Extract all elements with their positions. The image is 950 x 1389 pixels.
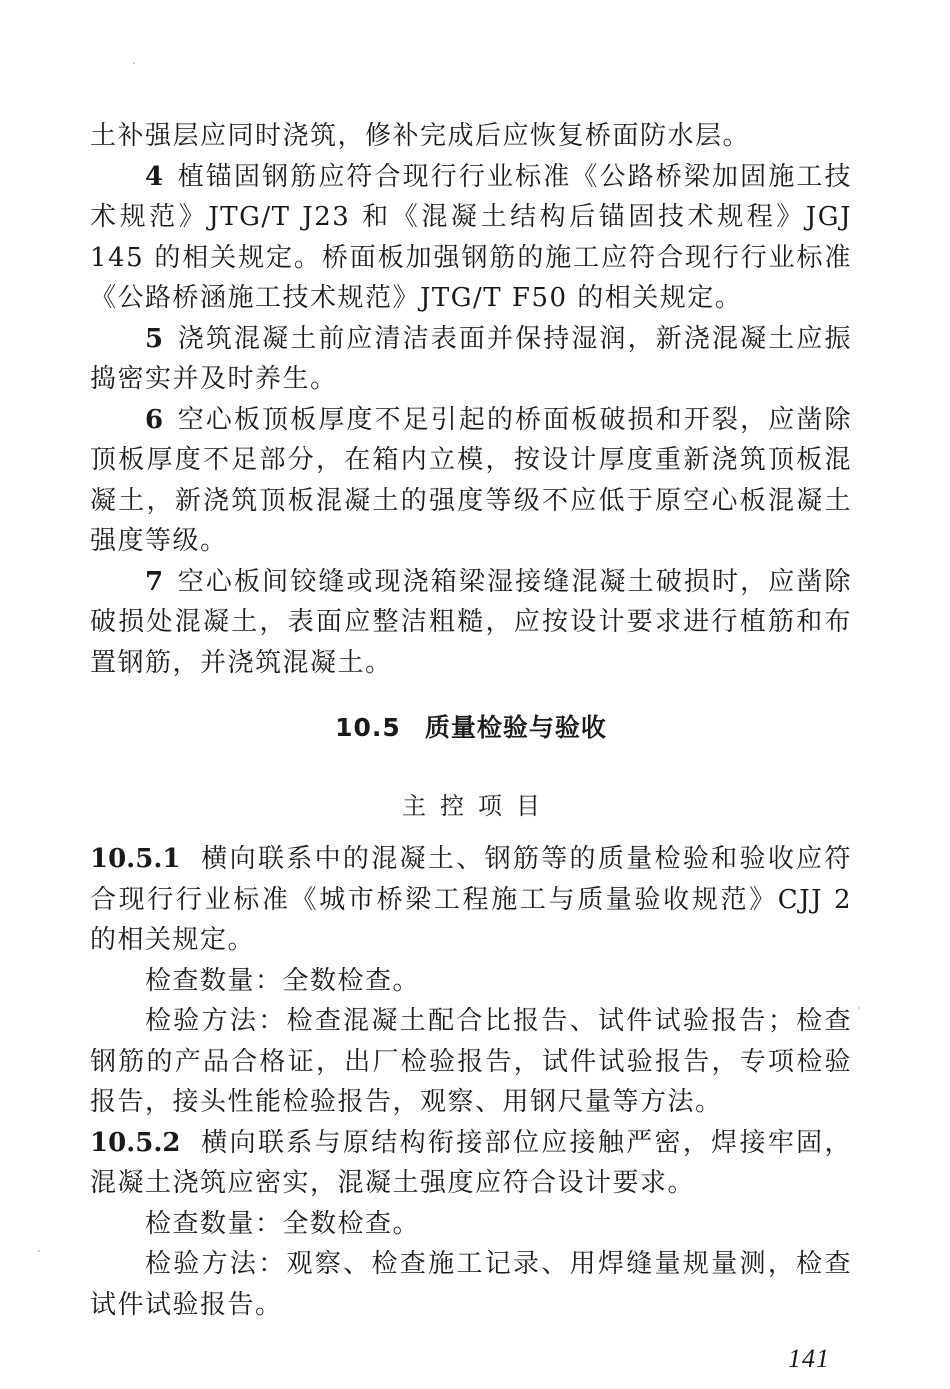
section-heading (90, 706, 852, 750)
method-text: 检验方法：检查混凝土配合比报告、试件试验报告；检查钢筋的产品合格证，出厂检验报告，试件试验报告，专项检验报告，接头性能检验报告，观察、用钢尺量等方法。 (90, 1006, 852, 1117)
scan-speck (858, 1007, 860, 1009)
section-number: 10.5 (335, 713, 401, 742)
inspection-method (90, 1001, 852, 1123)
paragraph-continuation (90, 116, 852, 157)
item-number: 7 (145, 566, 164, 597)
page-number: 141 (788, 1344, 830, 1373)
list-item-7 (90, 562, 852, 684)
body-text (90, 116, 852, 1325)
method-text: 检验方法：观察、检查施工记录、用焊缝量规量测，检查试件试验报告。 (90, 1249, 852, 1320)
clause-10-5-2 (90, 1123, 852, 1204)
inspection-method (90, 1244, 852, 1325)
quantity-text: 检查数量：全数检查。 (145, 965, 421, 996)
scan-speck (38, 1250, 40, 1252)
item-text: 空心板间铰缝或现浇箱梁湿接缝混凝土破损时，应凿除破损处混凝土，表面应整洁粗糙，应按设计要求进行植筋和布置钢筋，并浇筑混凝土。 (90, 566, 852, 678)
item-text: 植锚固钢筋应符合现行行业标准《公路桥梁加固施工技术规范》JTG/T J23 和《混凝土结构后锚固技术规程》JGJ 145 的相关规定。桥面板加强钢筋的施工应符合现行行业标准《公路桥涵施工技术规范》JTG/T F50 的相关规定。 (90, 161, 852, 313)
item-number: 6 (145, 404, 164, 435)
inspection-quantity (90, 1204, 852, 1245)
clause-text: 横向联系与原结构衔接部位应接触严密，焊接牢固，混凝土浇筑应密实，混凝土强度应符合设计要求。 (90, 1127, 852, 1198)
subsection-heading: 主控项目 (402, 792, 554, 820)
item-text: 浇筑混凝土前应清洁表面并保持湿润，新浇混凝土应振捣密实并及时养生。 (90, 323, 852, 394)
item-text: 空心板顶板厚度不足引起的桥面板破损和开裂，应凿除顶板厚度不足部分，在箱内立模，按设计厚度重新浇筑顶板混凝土，新浇筑顶板混凝土的强度等级不应低于原空心板混凝土强度等级。 (90, 404, 852, 556)
inspection-quantity (90, 961, 852, 1002)
list-item-6 (90, 400, 852, 562)
scan-speck (133, 62, 135, 64)
clause-text: 横向联系中的混凝土、钢筋等的质量检验和验收应符合现行行业标准《城市桥梁工程施工与质量验收规范》CJJ 2 的相关规定。 (90, 844, 852, 955)
item-number: 4 (145, 161, 164, 192)
clause-number: 10.5.2 (90, 1127, 181, 1158)
paragraph-text: 土补强层应同时浇筑，修补完成后应恢复桥面防水层。 (90, 121, 751, 151)
item-number: 5 (145, 323, 164, 354)
clause-number: 10.5.1 (90, 844, 181, 874)
quantity-text: 检查数量：全数检查。 (145, 1208, 421, 1239)
section-title-text: 质量检验与验收 (424, 713, 607, 742)
list-item-4 (90, 157, 852, 319)
clause-10-5-1 (90, 839, 852, 961)
list-item-5 (90, 319, 852, 400)
